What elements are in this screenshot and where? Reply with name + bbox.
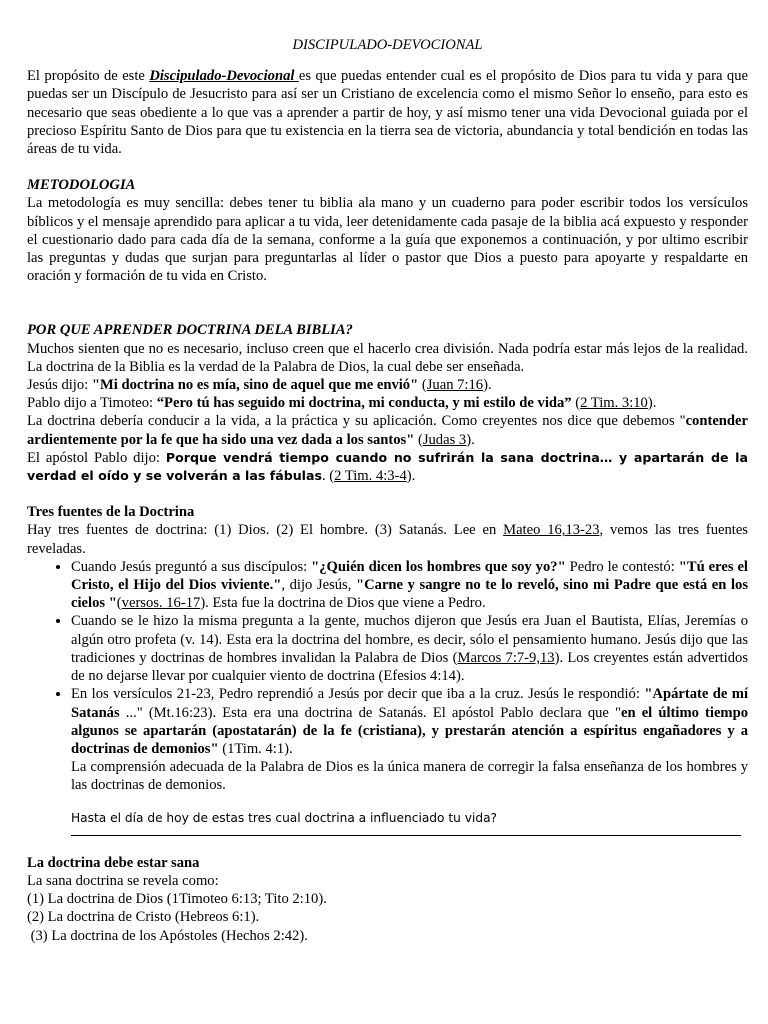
paren: ( xyxy=(418,377,427,394)
line-text: (1Tim. 4:1). xyxy=(218,740,293,757)
reference-link[interactable]: versos. 16-17 xyxy=(121,595,201,612)
reference-link[interactable]: 2 Tim. 4:3-4 xyxy=(334,468,407,485)
intro-text-rest: es que puedas entender cual es el propósito de Dios para tu vida y para que puedas ser un Discípulo de Jesucristo para así ser un Cristiano de excelencia como el mismo Señor lo enseño, para esto es necesario que seas obediente a lo que vas a aprender a partir de hoy, y así mismo tener una vida Devocional guiada por el precioso Espíritu Santo de Dios para que tu existencia en la tierra sea de victoria, abundancia y total bendición en todas las áreas de tu vida. xyxy=(27,68,748,158)
paren: ( xyxy=(571,395,581,412)
metodologia-paragraph: La metodología es muy sencilla: debes tener tu biblia ala mano y un cuaderno para poder escribir todos los versículos bíblicos y el mensaje aprendido para aplicar a tu vida, leer detenidamente cada pasaje de la biblia acá expuesto y responder el cuestionario dado para cada día de la semana, conforme a la guía que exponemos a continuación, y por ultimo escribir las preguntas y dudas que surjan para preguntarlas al líder o pastor que Dios a puesto para apoyarte y respaldarte en oración y formación de tu vida en Cristo. xyxy=(27,195,748,285)
intro-paragraph xyxy=(27,67,748,158)
porque-paragraph: Muchos sienten que no es necesario, incluso creen que el hacerlo crea división. Nada podría estar más lejos de la realidad. La doctrina de la Biblia es la verdad de la Palabra de Dios, la cual debe ser enseñada. xyxy=(27,340,748,375)
metodologia-heading: METODOLOGIA xyxy=(27,177,136,194)
intro-emphasis: Discipulado-Devocional xyxy=(149,68,299,85)
sana-item: (2) La doctrina de Cristo (Hebreos 6:1). xyxy=(27,909,260,926)
porque-heading: POR QUE APRENDER DOCTRINA DELA BIBLIA? xyxy=(27,322,353,339)
reference-link[interactable]: Juan 7:16 xyxy=(426,377,484,394)
sana-item: (3) La doctrina de los Apóstoles (Hechos 2:42). xyxy=(27,927,308,944)
jesus-quote-line xyxy=(27,376,748,394)
answer-line[interactable] xyxy=(71,827,741,836)
line-text: ). Los creyentes están advertidos de no dejarse llevar por cualquier viento de doctrina (Efesios 4:14). xyxy=(71,649,748,685)
line-text: Pedro le contestó: xyxy=(565,558,679,575)
closing-paragraph: La comprensión adecuada de la Palabra de Dios es la única manera de corregir la falsa enseñanza de los hombres y las doctrinas de demonios. xyxy=(71,759,748,794)
paren: . ( xyxy=(322,468,335,485)
quote-bold: en el último tiempo algunos se apartarán (apostatarán) de la fe (cristiana), y prestarán atención a espíritus engañadores y a doctrinas de demonios" xyxy=(71,704,748,757)
paren: ( xyxy=(414,431,423,448)
reflection-question: Hasta el día de hoy de estas tres cual doctrina a influenciado tu vida? xyxy=(71,810,498,825)
fuentes-heading: Tres fuentes de la Doctrina xyxy=(27,504,195,521)
quote-bold: "Apártate de mí Satanás xyxy=(71,686,748,721)
paren: ). xyxy=(647,395,657,412)
quote-bold: "¿Quién dicen los hombres que soy yo?" xyxy=(311,558,566,575)
paren: ). xyxy=(406,468,416,485)
quote-bold: “Pero tú has seguido mi doctrina, mi conducta, y mi estilo de vida” xyxy=(156,395,572,412)
intro-text: El propósito de este xyxy=(27,68,150,85)
line-text: , vemos las tres fuentes reveladas. xyxy=(27,522,748,557)
reference-link[interactable]: 2 Tim. 3:10 xyxy=(580,395,648,412)
quote-bold: Porque vendrá tiempo cuando no sufrirán la sana doctrina… y apartarán de la verdad el oído y se volverán a las fábulas xyxy=(27,449,748,484)
document-page xyxy=(27,36,748,945)
line-text: La doctrina debería conducir a la vida, a la práctica y su aplicación. Como creyentes nos dice que debemos " xyxy=(27,413,686,430)
reference-link[interactable]: Mateo 16,13-23 xyxy=(503,522,600,539)
line-text: Hay tres fuentes de doctrina: (1) Dios. (2) El hombre. (3) Satanás. Lee en xyxy=(27,522,504,539)
reference-link[interactable]: Marcos 7:7-9,13 xyxy=(457,649,555,666)
line-text: Cuando se le hizo la misma pregunta a la gente, muchos dijeron que Jesús era Juan el Bautista, Elías, Jeremías o algún otro profeta (v. 14). Esta era la doctrina del hombre, es decir, sólo el pensamiento humano. Jesús dijo que las tradiciones y doctrinas de hombres invalidan la Palabra de Dios ( xyxy=(71,613,748,666)
quote-bold: "Tú eres el Cristo, el Hijo del Dios viviente." xyxy=(71,558,748,594)
line-text: Pablo dijo a Timoteo: xyxy=(27,395,157,412)
line-text: Jesús dijo: xyxy=(27,377,92,394)
fuentes-intro xyxy=(27,521,748,557)
document-title: DISCIPULADO-DEVOCIONAL xyxy=(292,37,483,53)
list-item xyxy=(71,685,748,758)
sana-heading: La doctrina debe estar sana xyxy=(27,854,200,871)
list-item xyxy=(71,558,748,613)
pablo-quote-line xyxy=(27,394,748,412)
quote-bold: "Carne y sangre no te lo reveló, sino mi Padre que está en los cielos " xyxy=(71,577,748,612)
list-item xyxy=(71,612,748,685)
paren: ( xyxy=(116,595,122,612)
paren: ). xyxy=(483,377,492,394)
line-text: , dijo Jesús, xyxy=(281,577,357,594)
line-text: ..." (Mt.16:23). Esta era una doctrina de Satanás. El apóstol Pablo declara que " xyxy=(119,704,621,721)
sana-item: (1) La doctrina de Dios (1Timoteo 6:13; Tito 2:10). xyxy=(27,891,327,908)
line-text: Cuando Jesús preguntó a sus discípulos: xyxy=(71,558,312,575)
reference-link[interactable]: Judas 3 xyxy=(422,431,467,448)
quote-bold: "Mi doctrina no es mía, sino de aquel que me envió" xyxy=(91,377,419,394)
paren: ). xyxy=(466,431,475,448)
line-text: ). Esta fue la doctrina de Dios que viene a Pedro. xyxy=(200,595,486,612)
quote-bold: contender ardientemente por la fe que ha sido una vez dada a los santos" xyxy=(27,413,748,448)
doctrina-vida-line xyxy=(27,412,748,448)
apostol-pablo-line xyxy=(27,449,748,485)
fuentes-list xyxy=(27,558,748,758)
line-text: En los versículos 21-23, Pedro reprendió a Jesús por decir que iba a la cruz. Jesús le respondió: xyxy=(71,686,645,703)
sana-intro: La sana doctrina se revela como: xyxy=(27,872,219,889)
line-text: El apóstol Pablo dijo: xyxy=(27,449,166,466)
